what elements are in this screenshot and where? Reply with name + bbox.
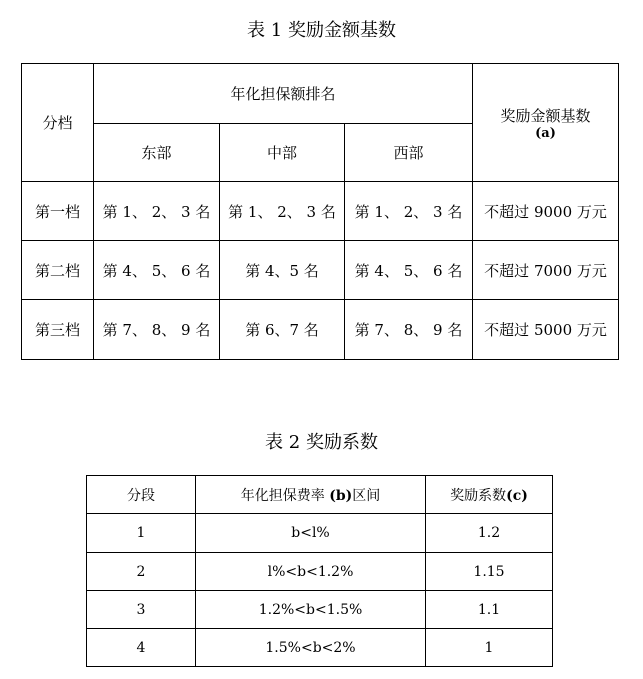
- rate-range-suffix: 区间: [352, 487, 381, 504]
- east-rank-cell: 第 1、 2、 3 名: [94, 182, 220, 241]
- region-east-header: 东部: [94, 124, 220, 182]
- base-amount-header: [473, 64, 619, 182]
- central-rank-cell: 第 1、 2、 3 名: [220, 182, 345, 241]
- rate-range-header: [196, 476, 426, 514]
- coefficient-label: 奖励系数: [450, 487, 507, 504]
- rate-range-label: 年化担保费率: [240, 487, 330, 504]
- east-rank-cell: 第 7、 8、 9 名: [94, 300, 220, 360]
- central-rank-cell: 第 6、7 名: [220, 300, 345, 360]
- west-rank-cell: 第 1、 2、 3 名: [345, 182, 473, 241]
- base-amount-label: 奖励金额基数: [500, 106, 591, 125]
- amount-cell: 不超过 9000 万元: [473, 182, 619, 241]
- table-row: [87, 514, 553, 553]
- table-row: [22, 300, 619, 360]
- amount-cell: 不超过 7000 万元: [473, 241, 619, 300]
- base-amount-variable: (a): [535, 125, 556, 141]
- tier-cell: 第二档: [22, 241, 94, 300]
- range-cell: 1.2%<b<1.5%: [196, 591, 426, 629]
- table-row: [22, 241, 619, 300]
- coefficient-cell: 1.2: [426, 514, 553, 553]
- segment-cell: 4: [87, 629, 196, 667]
- central-rank-cell: 第 4、5 名: [220, 241, 345, 300]
- coefficient-cell: 1.15: [426, 553, 553, 591]
- west-rank-cell: 第 4、 5、 6 名: [345, 241, 473, 300]
- reward-base-table: [21, 63, 619, 360]
- range-cell: b<l%: [196, 514, 426, 553]
- tier-cell: 第一档: [22, 182, 94, 241]
- table2-caption: 表 2 奖励系数: [265, 432, 378, 453]
- ranking-group-header: 年化担保额排名: [94, 64, 473, 124]
- table-row: [87, 591, 553, 629]
- tier-cell: 第三档: [22, 300, 94, 360]
- coefficient-cell: 1.1: [426, 591, 553, 629]
- coefficient-variable: (c): [506, 487, 528, 504]
- region-west-header: 西部: [345, 124, 473, 182]
- segment-cell: 1: [87, 514, 196, 553]
- table-row: [87, 553, 553, 591]
- amount-cell: 不超过 5000 万元: [473, 300, 619, 360]
- table-row: [87, 629, 553, 667]
- table-row: [22, 182, 619, 241]
- tier-header: 分档: [22, 64, 94, 182]
- region-central-header: 中部: [220, 124, 345, 182]
- segment-cell: 3: [87, 591, 196, 629]
- range-cell: 1.5%<b<2%: [196, 629, 426, 667]
- segment-header: 分段: [87, 476, 196, 514]
- coefficient-cell: 1: [426, 629, 553, 667]
- west-rank-cell: 第 7、 8、 9 名: [345, 300, 473, 360]
- reward-coefficient-table: [86, 475, 553, 667]
- range-cell: l%<b<1.2%: [196, 553, 426, 591]
- east-rank-cell: 第 4、 5、 6 名: [94, 241, 220, 300]
- coefficient-header: [426, 476, 553, 514]
- segment-cell: 2: [87, 553, 196, 591]
- rate-variable: (b): [329, 487, 353, 504]
- table1-caption: 表 1 奖励金额基数: [247, 20, 396, 41]
